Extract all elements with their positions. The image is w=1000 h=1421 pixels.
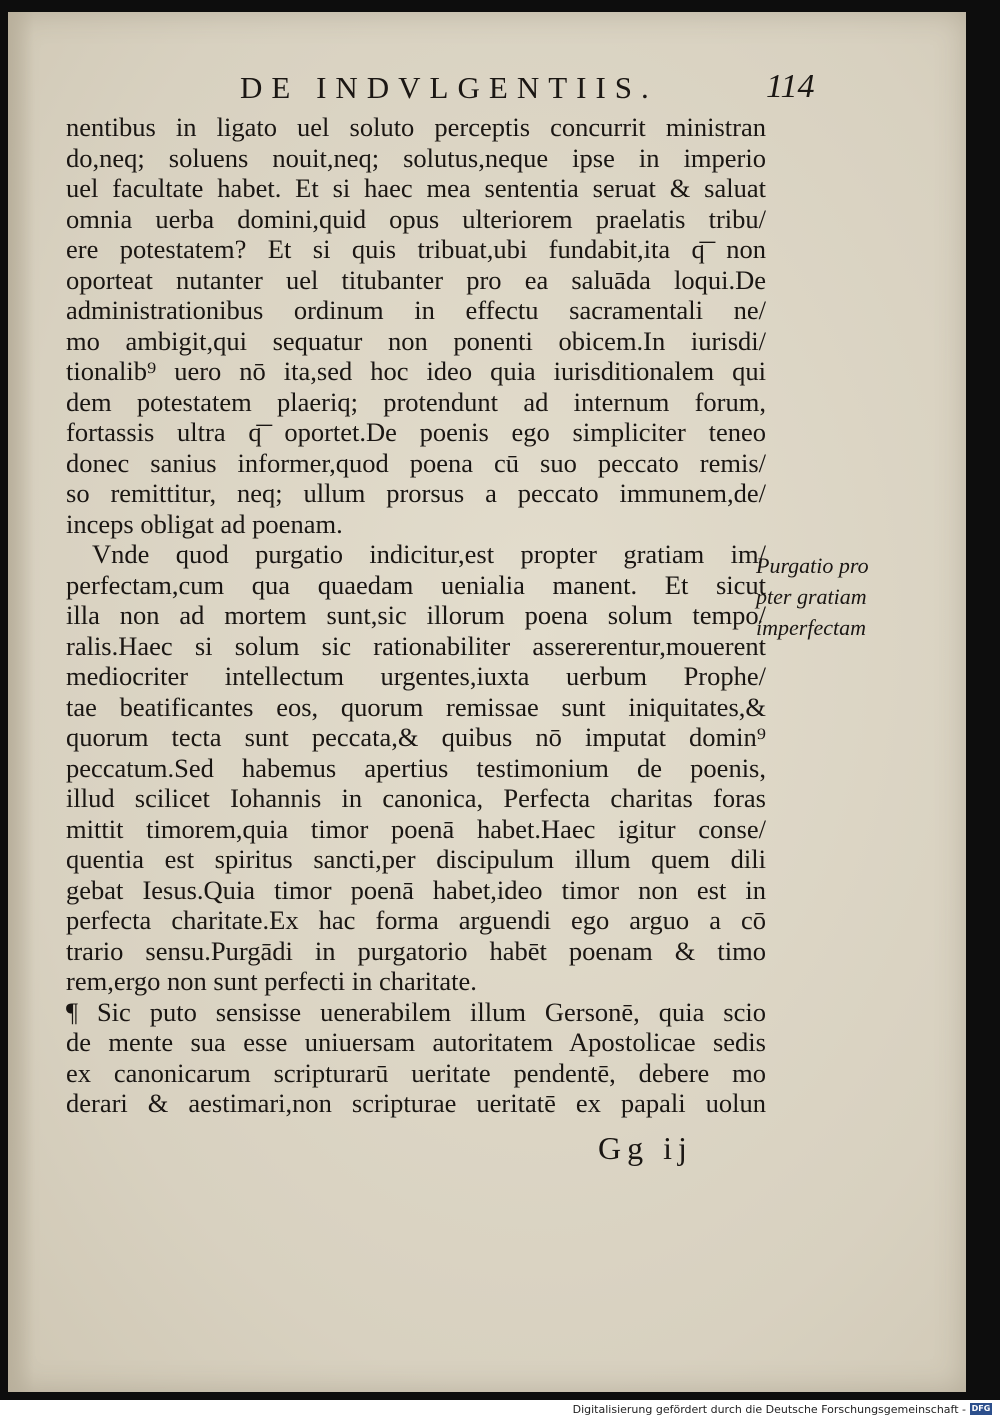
text-line: perfecta charitate.Ex hac forma arguendi ego arguo a cō (66, 905, 766, 935)
margin-note-line: Purgatio pro (756, 553, 869, 578)
text-line: mo ambigit,qui sequatur non ponenti obicem.In iurisdi/ (66, 325, 766, 356)
text-line: ralis.Haec si solum sic rationabiliter assererentur,mouerent (66, 630, 766, 661)
text-line: ex canonicarum scripturarū ueritate pendentē, debere mo (66, 1057, 766, 1088)
text-line: nentibus in ligato uel soluto perceptis concurrit ministran (66, 112, 766, 142)
text-line: mittit timorem,quia timor poenā habet.Haec igitur conse/ (66, 813, 766, 844)
text-line: peccatum.Sed habemus apertius testimonium de poenis, (66, 752, 766, 783)
text-line: ere potestatem? Et si quis tribuat,ubi fundabit,ita q͞ non (66, 234, 766, 264)
text-line: ¶ Sic puto sensisse uenerabilem illum Gersonē, quia scio (66, 996, 766, 1027)
dfg-logo: DFG (971, 1404, 991, 1413)
footer-bar (0, 1400, 1000, 1421)
text-line: do,neq; soluens nouit,neq; solutus,neque ipse in imperio (66, 142, 766, 173)
text-line: illud scilicet Iohannis in canonica, Perfecta charitas foras (66, 783, 766, 813)
text-line: donec sanius informer,quod poena cū suo peccato remis/ (66, 447, 766, 478)
text-line: mediocriter intellectum urgentes,iuxta uerbum Prophe/ (66, 661, 766, 691)
footer-credit: Digitalisierung gefördert durch die Deutsche Forschungsgemeinschaft - (572, 1403, 966, 1416)
text-line: tionalib⁹ uero nō ita,sed hoc ideo quia iurisditionalem qui (66, 356, 766, 386)
text-line: uel facultate habet. Et si haec mea sententia seruat & saluat (66, 173, 766, 203)
text-line: trario sensu.Purgādi in purgatorio habēt poenam & timo (66, 935, 766, 966)
text-line: rem,ergo non sunt perfecti in charitate. (66, 966, 477, 996)
page-header (8, 70, 966, 110)
text-line: derari & aestimari,non scripturae ueritatē ex papali uolun (66, 1088, 766, 1118)
book-page (8, 12, 966, 1392)
text-line: perfectam,cum qua quaedam uenialia manent. Et sicut (66, 569, 766, 600)
margin-note-line: imperfectam (756, 615, 866, 640)
margin-note (756, 550, 886, 643)
text-line: oporteat nutanter uel titubanter pro ea saluāda loqui.De (66, 264, 766, 295)
text-line: administrationibus ordinum in effectu sacramentali ne/ (66, 295, 766, 325)
running-title: DE INDVLGENTIIS. (240, 70, 658, 105)
page-gutter (8, 12, 34, 1392)
text-line: de mente sua esse uniuersam autoritatem Apostolicae sedis (66, 1027, 766, 1057)
text-line: quentia est spiritus sancti,per discipulum illum quem dili (66, 844, 766, 874)
signature-mark: Gg ij (598, 1130, 693, 1166)
text-line: omnia uerba domini,quid opus ulteriorem praelatis tribu/ (66, 203, 766, 234)
text-line: gebat Iesus.Quia timor poenā habet,ideo timor non est in (66, 874, 766, 905)
folio-number: 114 (766, 68, 815, 105)
text-line: dem potestatem plaeriq; protendunt ad internum forum, (66, 386, 766, 417)
text-line: quorum tecta sunt peccata,& quibus nō imputat domin⁹ (66, 722, 766, 752)
text-line: tae beatificantes eos, quorum remissae sunt iniquitates,& (66, 691, 766, 722)
text-line: inceps obligat ad poenam. (66, 508, 343, 539)
margin-note-line: pter gratiam (756, 584, 867, 609)
body-text (66, 112, 766, 1119)
text-line: Vnde quod purgatio indicitur,est propter gratiam im/ (92, 539, 766, 569)
text-line: fortassis ultra q͞ oportet.De poenis ego simpliciter teneo (66, 417, 766, 447)
text-line: so remittitur, neq; ullum prorsus a peccato immunem,de/ (66, 478, 766, 508)
text-line: illa non ad mortem sunt,sic illorum poena solum tempo/ (66, 600, 766, 630)
